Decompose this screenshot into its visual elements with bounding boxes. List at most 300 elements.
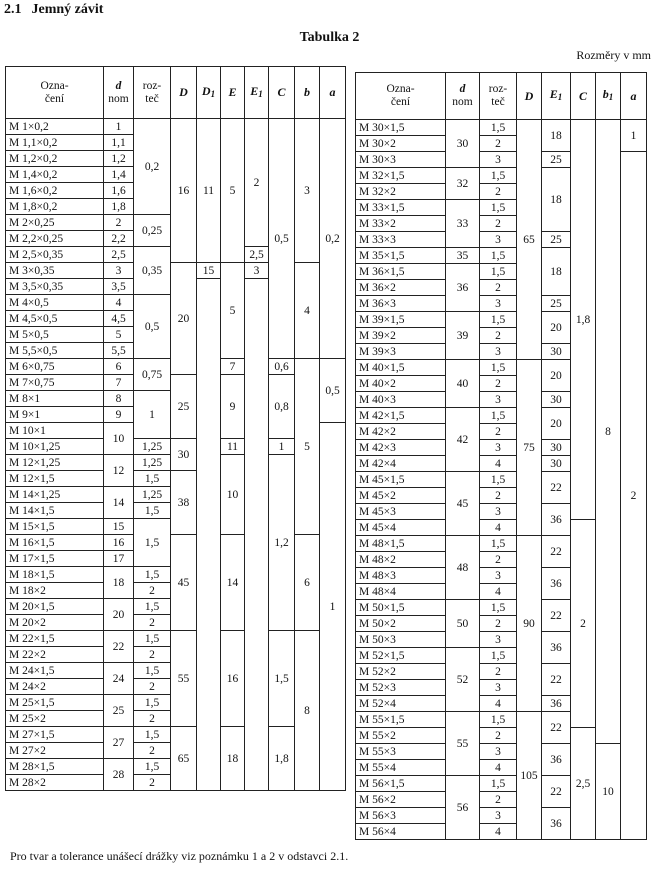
col-b1: $b_1$ — [596, 73, 621, 120]
cell-col1: 14 — [104, 487, 134, 519]
thread-designation: M 36×2 — [356, 280, 446, 296]
pitch: 4 — [480, 520, 517, 536]
cell-col4: 25 — [542, 296, 571, 312]
cell-col9: 0,2 — [320, 119, 346, 359]
col-C: C — [269, 67, 295, 119]
pitch: 1,5 — [480, 648, 517, 664]
cell-col4: 36 — [542, 568, 571, 600]
nominal-diameter: 2 — [104, 215, 134, 231]
pitch: 3 — [480, 344, 517, 360]
cell-col4: 22 — [542, 472, 571, 504]
cell-col1: 24 — [104, 663, 134, 695]
cell-col1: 30 — [446, 120, 480, 168]
cell-col4: 18 — [542, 248, 571, 296]
thread-designation: M 18×1,5 — [6, 567, 104, 583]
cell-col1: 52 — [446, 648, 480, 712]
thread-designation: M 48×4 — [356, 584, 446, 600]
pitch: 3 — [480, 680, 517, 696]
pitch: 2 — [480, 136, 517, 152]
cell-col2: 1,5 — [134, 567, 171, 583]
col-D1: $D_1$ — [197, 67, 221, 119]
thread-designation: M 30×2 — [356, 136, 446, 152]
cell-col4: 36 — [542, 632, 571, 664]
pitch: 2 — [480, 280, 517, 296]
cell-col3: 30 — [171, 439, 197, 471]
cell-col4: 22 — [542, 712, 571, 744]
pitch: 1,5 — [480, 600, 517, 616]
thread-designation: M 10×1,25 — [6, 439, 104, 455]
table-row — [356, 744, 647, 760]
pitch: 1,5 — [480, 264, 517, 280]
cell-col4: 22 — [542, 536, 571, 568]
nominal-diameter: 1,1 — [104, 135, 134, 151]
thread-designation: M 27×1,5 — [6, 727, 104, 743]
cell-col4: 36 — [542, 696, 571, 712]
cell-col6: 8 — [596, 120, 621, 744]
cell-col8: 3 — [295, 119, 320, 263]
thread-designation: M 17×1,5 — [6, 551, 104, 567]
nominal-diameter: 2,5 — [104, 247, 134, 263]
cell-col3: 16 — [171, 119, 197, 263]
cell-col8: 5 — [295, 359, 320, 535]
table-row — [6, 119, 346, 135]
cell-col1: 20 — [104, 599, 134, 631]
pitch: 4 — [480, 696, 517, 712]
cell-col1: 48 — [446, 536, 480, 600]
nominal-diameter: 1,8 — [104, 199, 134, 215]
nominal-diameter: 3,5 — [104, 279, 134, 295]
thread-designation: M 1,6×0,2 — [6, 183, 104, 199]
pitch: 1,5 — [480, 200, 517, 216]
thread-designation: M 40×3 — [356, 392, 446, 408]
cell-col1: 10 — [104, 423, 134, 455]
thread-designation: M 36×3 — [356, 296, 446, 312]
thread-designation: M 32×1,5 — [356, 168, 446, 184]
thread-designation: M 48×2 — [356, 552, 446, 568]
cell-col2: 0,25 — [134, 215, 171, 247]
pitch: 3 — [480, 744, 517, 760]
thread-designation: M 1,4×0,2 — [6, 167, 104, 183]
pitch: 1,5 — [480, 120, 517, 136]
cell-col7: 1,8 — [269, 727, 295, 791]
pitch: 3 — [480, 152, 517, 168]
thread-designation: M 28×2 — [6, 775, 104, 791]
cell-col2: 1,5 — [134, 599, 171, 615]
thread-designation: M 3,5×0,35 — [6, 279, 104, 295]
thread-designation: M 1,2×0,2 — [6, 151, 104, 167]
cell-col4: 25 — [542, 152, 571, 168]
thread-designation: M 22×1,5 — [6, 631, 104, 647]
nominal-diameter: 4 — [104, 295, 134, 311]
thread-designation: M 30×3 — [356, 152, 446, 168]
thread-designation: M 42×2 — [356, 424, 446, 440]
cell-col5: 5 — [221, 263, 245, 359]
pitch: 2 — [480, 424, 517, 440]
cell-col1: 39 — [446, 312, 480, 360]
cell-col2: 1,5 — [134, 727, 171, 743]
cell-col4: 22 — [542, 600, 571, 632]
cell-col3: 90 — [517, 536, 542, 712]
pitch: 2 — [480, 328, 517, 344]
nominal-diameter: 1 — [104, 119, 134, 135]
cell-col7: 1,2 — [269, 455, 295, 631]
cell-col5: 14 — [221, 535, 245, 631]
cell-col3: 20 — [171, 263, 197, 375]
thread-designation: M 24×1,5 — [6, 663, 104, 679]
cell-col1: 55 — [446, 712, 480, 776]
cell-col5: 7 — [221, 359, 245, 375]
thread-designation: M 36×1,5 — [356, 264, 446, 280]
thread-designation: M 55×4 — [356, 760, 446, 776]
col-d-nom: d nom — [104, 67, 134, 119]
pitch: 4 — [480, 584, 517, 600]
thread-designation: M 5×0,5 — [6, 327, 104, 343]
nominal-diameter: 1,6 — [104, 183, 134, 199]
pitch: 3 — [480, 296, 517, 312]
cell-col1: 50 — [446, 600, 480, 648]
col-E: E — [221, 67, 245, 119]
cell-col5: 9 — [221, 375, 245, 439]
cell-col2: 1 — [134, 391, 171, 439]
cell-col4: 30 — [542, 392, 571, 408]
thread-designation: M 10×1 — [6, 423, 104, 439]
pitch: 2 — [480, 488, 517, 504]
pitch: 1,5 — [480, 168, 517, 184]
thread-designation: M 56×2 — [356, 792, 446, 808]
cell-col3: 38 — [171, 471, 197, 535]
thread-designation: M 9×1 — [6, 407, 104, 423]
pitch: 1,5 — [480, 408, 517, 424]
table-row — [6, 535, 346, 551]
thread-designation: M 42×4 — [356, 456, 446, 472]
pitch: 4 — [480, 824, 517, 840]
nominal-diameter: 1,2 — [104, 151, 134, 167]
pitch: 2 — [480, 216, 517, 232]
pitch: 1,5 — [480, 472, 517, 488]
cell-col1: 32 — [446, 168, 480, 200]
pitch: 2 — [480, 552, 517, 568]
col-a: a — [320, 67, 346, 119]
pitch: 2 — [480, 184, 517, 200]
cell-col2: 0,75 — [134, 359, 171, 391]
thread-designation: M 56×4 — [356, 824, 446, 840]
cell-col2: 2 — [134, 615, 171, 631]
nominal-diameter: 7 — [104, 375, 134, 391]
thread-designation: M 16×1,5 — [6, 535, 104, 551]
thread-designation: M 27×2 — [6, 743, 104, 759]
cell-col7: 1 — [269, 439, 295, 455]
col-d-nom: d nom — [446, 73, 480, 120]
cell-col2: 1,25 — [134, 439, 171, 455]
thread-designation: M 45×2 — [356, 488, 446, 504]
thread-designation: M 48×3 — [356, 568, 446, 584]
nominal-diameter: 5,5 — [104, 343, 134, 359]
cell-col4: 18 — [542, 168, 571, 232]
thread-designation: M 35×1,5 — [356, 248, 446, 264]
pitch: 1,5 — [480, 712, 517, 728]
cell-col2: 2 — [134, 647, 171, 663]
nominal-diameter: 8 — [104, 391, 134, 407]
pitch: 3 — [480, 440, 517, 456]
cell-col6: 2 — [245, 119, 269, 247]
thread-designation: M 18×2 — [6, 583, 104, 599]
cell-col2: 1,5 — [134, 663, 171, 679]
section-number: 2.1 — [4, 2, 22, 17]
cell-col6 — [245, 279, 269, 791]
cell-col4: 36 — [542, 744, 571, 776]
nominal-diameter: 6 — [104, 359, 134, 375]
thread-designation: M 52×1,5 — [356, 648, 446, 664]
thread-designation: M 42×1,5 — [356, 408, 446, 424]
thread-designation: M 45×4 — [356, 520, 446, 536]
cell-col2: 1,5 — [134, 695, 171, 711]
cell-col8: 4 — [295, 263, 320, 359]
cell-col1: 42 — [446, 408, 480, 472]
nominal-diameter: 16 — [104, 535, 134, 551]
cell-col1: 12 — [104, 455, 134, 487]
thread-designation: M 56×3 — [356, 808, 446, 824]
cell-col1: 27 — [104, 727, 134, 759]
nominal-diameter: 17 — [104, 551, 134, 567]
cell-col2: 0,2 — [134, 119, 171, 215]
thread-designation: M 33×2 — [356, 216, 446, 232]
cell-col2: 1,5 — [134, 471, 171, 487]
cell-col5: 2 — [571, 520, 596, 728]
pitch: 4 — [480, 760, 517, 776]
thread-designation: M 39×2 — [356, 328, 446, 344]
thread-designation: M 7×0,75 — [6, 375, 104, 391]
cell-col5: 11 — [221, 439, 245, 455]
cell-col3: 45 — [171, 535, 197, 631]
cell-col2: 0,35 — [134, 247, 171, 295]
cell-col4 — [197, 279, 221, 791]
thread-designation: M 1×0,2 — [6, 119, 104, 135]
cell-col4: 20 — [542, 360, 571, 392]
thread-designation: M 30×1,5 — [356, 120, 446, 136]
cell-col2: 2 — [134, 679, 171, 695]
thread-designation: M 5,5×0,5 — [6, 343, 104, 359]
pitch: 1,5 — [480, 248, 517, 264]
cell-col3: 25 — [171, 375, 197, 439]
pitch: 3 — [480, 392, 517, 408]
cell-col4: 22 — [542, 664, 571, 696]
cell-col6: 2,5 — [245, 247, 269, 263]
thread-designation: M 25×2 — [6, 711, 104, 727]
nominal-diameter: 9 — [104, 407, 134, 423]
cell-col5: 1,8 — [571, 120, 596, 520]
cell-col3: 75 — [517, 360, 542, 536]
thread-designation: M 40×1,5 — [356, 360, 446, 376]
cell-col1: 33 — [446, 200, 480, 248]
pitch: 1,5 — [480, 312, 517, 328]
pitch: 2 — [480, 792, 517, 808]
thread-designation: M 39×1,5 — [356, 312, 446, 328]
cell-col2: 1,5 — [134, 631, 171, 647]
thread-designation: M 42×3 — [356, 440, 446, 456]
cell-col2: 2 — [134, 743, 171, 759]
thread-designation: M 52×2 — [356, 664, 446, 680]
thread-designation: M 55×2 — [356, 728, 446, 744]
cell-col4: 18 — [542, 120, 571, 152]
cell-col4: 15 — [197, 263, 221, 279]
section-heading — [4, 2, 103, 18]
pitch: 2 — [480, 728, 517, 744]
thread-designation: M 2,5×0,35 — [6, 247, 104, 263]
thread-designation: M 32×2 — [356, 184, 446, 200]
cell-col7: 0,5 — [269, 119, 295, 359]
cell-col3: 65 — [171, 727, 197, 791]
pitch: 3 — [480, 568, 517, 584]
cell-col4: 30 — [542, 440, 571, 456]
cell-col4: 22 — [542, 776, 571, 808]
right-thread-table — [355, 72, 647, 840]
pitch: 1,5 — [480, 536, 517, 552]
thread-designation: M 33×1,5 — [356, 200, 446, 216]
col-D: D — [517, 73, 542, 120]
col-E1: $E_1$ — [245, 67, 269, 119]
pitch: 2 — [480, 376, 517, 392]
cell-col2: 1,5 — [134, 503, 171, 519]
cell-col7: 0,8 — [269, 375, 295, 439]
thread-designation: M 56×1,5 — [356, 776, 446, 792]
thread-designation: M 8×1 — [6, 391, 104, 407]
thread-designation: M 4×0,5 — [6, 295, 104, 311]
cell-col2: 1,25 — [134, 487, 171, 503]
section-title: Jemný závit — [31, 2, 104, 17]
cell-col1: 25 — [104, 695, 134, 727]
thread-designation: M 4,5×0,5 — [6, 311, 104, 327]
cell-col1: 28 — [104, 759, 134, 791]
cell-col2: 2 — [134, 775, 171, 791]
pitch: 3 — [480, 632, 517, 648]
thread-designation: M 39×3 — [356, 344, 446, 360]
nominal-diameter: 5 — [104, 327, 134, 343]
thread-designation: M 33×3 — [356, 232, 446, 248]
thread-designation: M 55×1,5 — [356, 712, 446, 728]
cell-col7: 2 — [621, 152, 647, 840]
pitch: 2 — [480, 664, 517, 680]
cell-col1: 18 — [104, 567, 134, 599]
thread-designation: M 45×1,5 — [356, 472, 446, 488]
cell-col9: 1 — [320, 423, 346, 791]
table-row — [6, 263, 346, 279]
nominal-diameter: 1,4 — [104, 167, 134, 183]
cell-col4: 36 — [542, 808, 571, 840]
nominal-diameter: 4,5 — [104, 311, 134, 327]
thread-designation: M 12×1,5 — [6, 471, 104, 487]
thread-designation: M 12×1,25 — [6, 455, 104, 471]
cell-col2: 2 — [134, 711, 171, 727]
thread-designation: M 22×2 — [6, 647, 104, 663]
cell-col1: 40 — [446, 360, 480, 408]
col-E1: $E_1$ — [542, 73, 571, 120]
thread-designation: M 52×4 — [356, 696, 446, 712]
cell-col2: 0,5 — [134, 295, 171, 359]
thread-designation: M 2,2×0,25 — [6, 231, 104, 247]
cell-col2: 1,25 — [134, 455, 171, 471]
col-a: a — [621, 73, 647, 120]
table-row — [356, 120, 647, 136]
thread-designation: M 50×2 — [356, 616, 446, 632]
col-pitch: roz- teč — [134, 67, 171, 119]
cell-col4: 20 — [542, 408, 571, 440]
cell-col5: 5 — [221, 119, 245, 263]
thread-designation: M 15×1,5 — [6, 519, 104, 535]
cell-col7: 0,6 — [269, 359, 295, 375]
thread-designation: M 40×2 — [356, 376, 446, 392]
cell-col2: 1,5 — [134, 759, 171, 775]
thread-designation: M 48×1,5 — [356, 536, 446, 552]
cell-col3: 55 — [171, 631, 197, 727]
table-row — [6, 631, 346, 647]
cell-col5: 16 — [221, 631, 245, 727]
cell-col2: 1,5 — [134, 519, 171, 567]
cell-col8: 8 — [295, 631, 320, 791]
pitch: 2 — [480, 616, 517, 632]
cell-col4: 30 — [542, 344, 571, 360]
cell-col5: 18 — [221, 727, 245, 791]
cell-col4: 36 — [542, 504, 571, 536]
cell-col1: 56 — [446, 776, 480, 840]
thread-designation: M 20×1,5 — [6, 599, 104, 615]
thread-designation: M 6×0,75 — [6, 359, 104, 375]
thread-designation: M 2×0,25 — [6, 215, 104, 231]
nominal-diameter: 15 — [104, 519, 134, 535]
cell-col3: 65 — [517, 120, 542, 360]
thread-designation: M 3×0,35 — [6, 263, 104, 279]
pitch: 4 — [480, 456, 517, 472]
thread-designation: M 55×3 — [356, 744, 446, 760]
cell-col1: 22 — [104, 631, 134, 663]
cell-col3: 105 — [517, 712, 542, 840]
thread-designation: M 24×2 — [6, 679, 104, 695]
cell-col4: 11 — [197, 119, 221, 263]
cell-col4: 30 — [542, 456, 571, 472]
pitch: 1,5 — [480, 776, 517, 792]
thread-designation: M 28×1,5 — [6, 759, 104, 775]
cell-col4: 20 — [542, 312, 571, 344]
pitch: 3 — [480, 232, 517, 248]
thread-designation: M 20×2 — [6, 615, 104, 631]
units-label: Rozměry v mm — [576, 48, 651, 62]
pitch: 3 — [480, 808, 517, 824]
cell-col6: 10 — [596, 744, 621, 840]
col-pitch: roz- teč — [480, 73, 517, 120]
thread-designation: M 50×3 — [356, 632, 446, 648]
thread-designation: M 50×1,5 — [356, 600, 446, 616]
nominal-diameter: 2,2 — [104, 231, 134, 247]
cell-col7: 1 — [621, 120, 647, 152]
nominal-diameter: 3 — [104, 263, 134, 279]
cell-col1: 45 — [446, 472, 480, 536]
thread-designation: M 52×3 — [356, 680, 446, 696]
cell-col6: 3 — [245, 263, 269, 279]
thread-designation: M 14×1,25 — [6, 487, 104, 503]
col-designation: Ozna- čení — [6, 67, 104, 119]
thread-designation: M 1,8×0,2 — [6, 199, 104, 215]
left-thread-table — [5, 66, 346, 791]
cell-col5: 2,5 — [571, 728, 596, 840]
cell-col7: 1,5 — [269, 631, 295, 727]
cell-col8: 6 — [295, 535, 320, 631]
thread-designation: M 14×1,5 — [6, 503, 104, 519]
cell-col1: 36 — [446, 264, 480, 312]
pitch: 3 — [480, 504, 517, 520]
cell-col1: 35 — [446, 248, 480, 264]
col-D: D — [171, 67, 197, 119]
col-b: b — [295, 67, 320, 119]
pitch: 1,5 — [480, 360, 517, 376]
